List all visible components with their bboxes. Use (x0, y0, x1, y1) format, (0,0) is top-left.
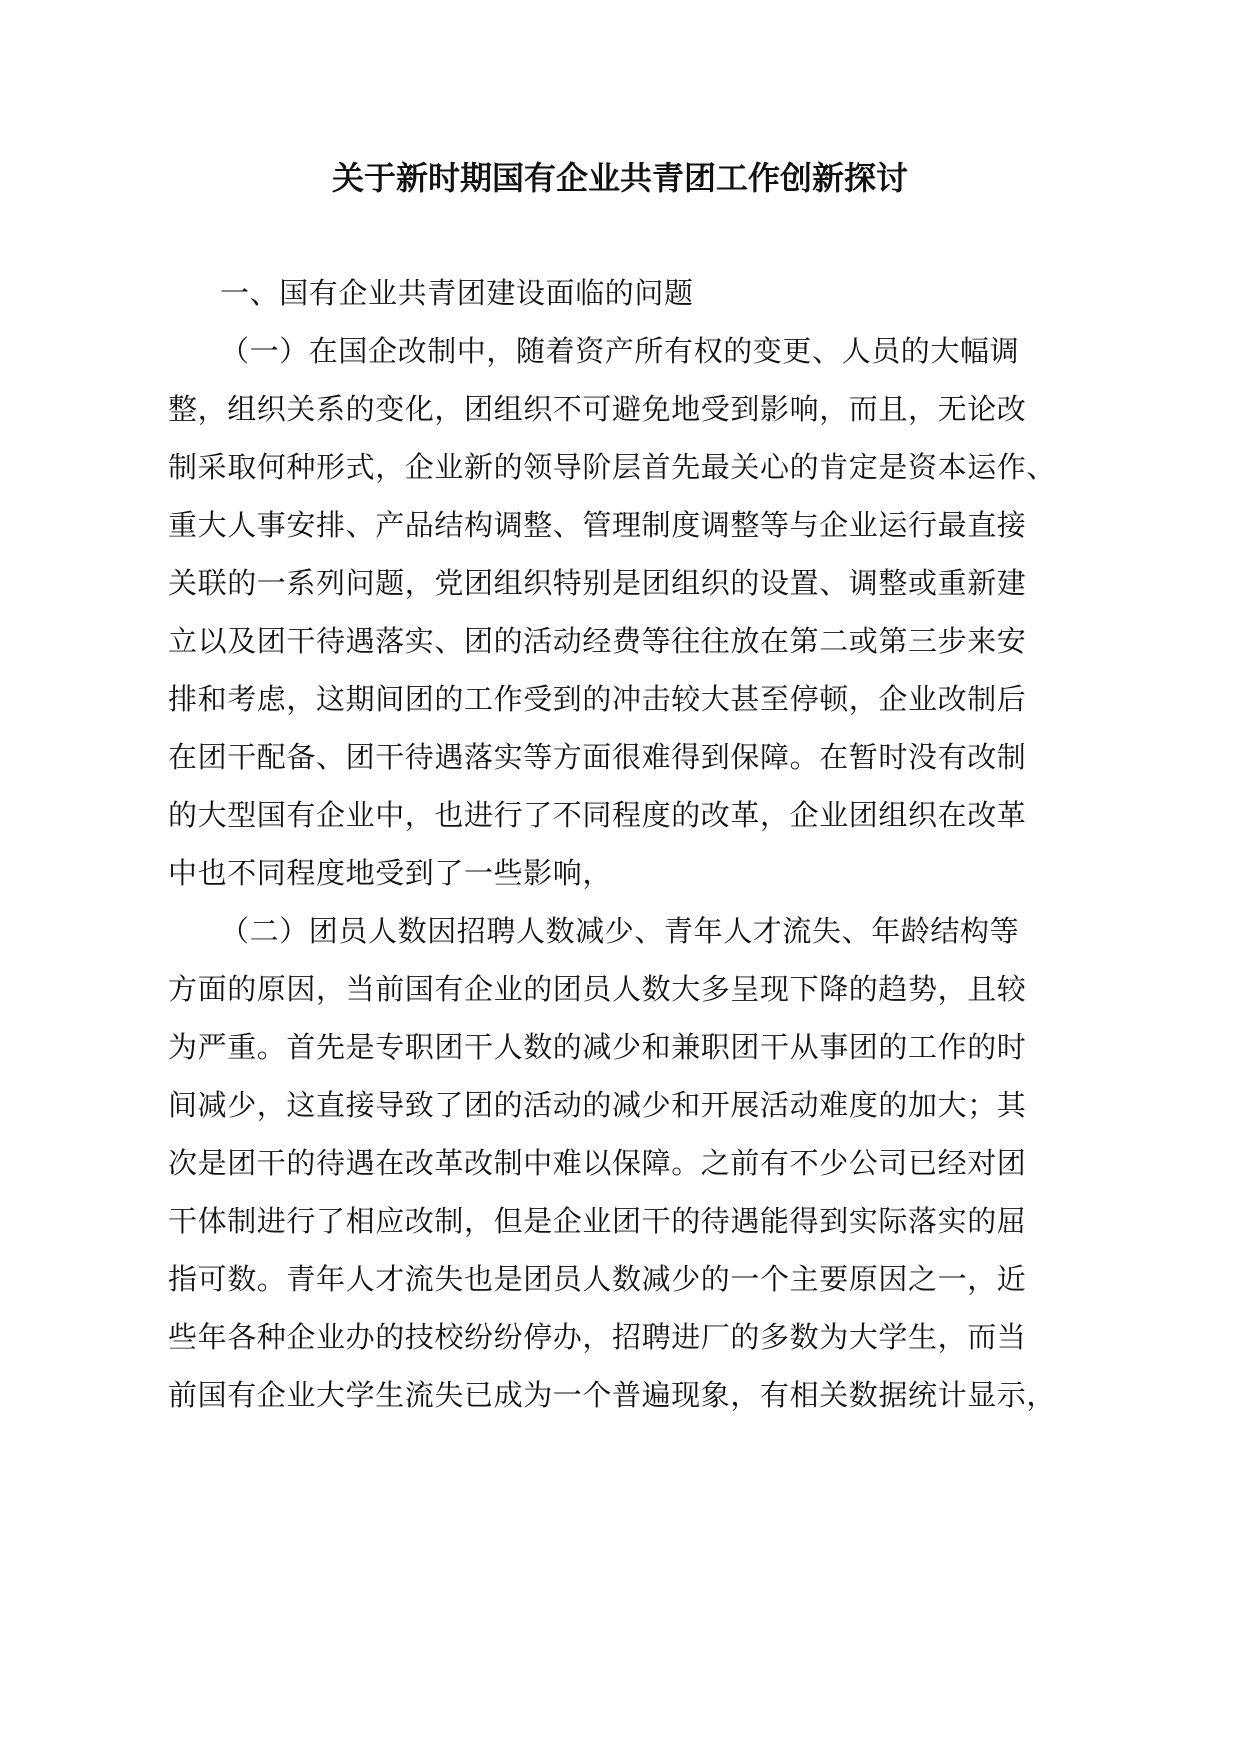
paragraph-line: 重大人事安排、产品结构调整、管理制度调整等与企业运行最直接 (168, 508, 1027, 542)
paragraph-line: 前国有企业大学生流失已成为一个普遍现象，有相关数据统计显示， (168, 1378, 1057, 1412)
paragraph-2 (168, 909, 1057, 1431)
section-heading: 一、国有企业共青团建设面临的问题 (220, 276, 694, 310)
paragraph-line: 在团干配备、团干待遇落实等方面很难得到保障。在暂时没有改制 (168, 740, 1027, 774)
paragraph-line: 关联的一系列问题，党团组织特别是团组织的设置、调整或重新建 (168, 566, 1027, 600)
paragraph-line: 次是团干的待遇在改革改制中难以保障。之前有不少公司已经对团 (168, 1146, 1027, 1180)
paragraph-line: 立以及团干待遇落实、团的活动经费等往往放在第二或第三步来安 (168, 624, 1027, 658)
document-body (168, 271, 1057, 1431)
paragraph-line: （一）在国企改制中，随着资产所有权的变更、人员的大幅调 (220, 334, 1020, 368)
paragraph-1 (168, 329, 1057, 909)
paragraph-line: 间减少，这直接导致了团的活动的减少和开展活动难度的加大；其 (168, 1088, 1027, 1122)
paragraph-line: 方面的原因，当前国有企业的团员人数大多呈现下降的趋势，且较 (168, 972, 1027, 1006)
paragraph-line: 制采取何种形式，企业新的领导阶层首先最关心的肯定是资本运作、 (168, 450, 1057, 484)
document-title: 关于新时期国有企业共青团工作创新探讨 (331, 159, 908, 197)
paragraph-line: 排和考虑，这期间团的工作受到的冲击较大甚至停顿，企业改制后 (168, 682, 1027, 716)
paragraph-line: 些年各种企业办的技校纷纷停办，招聘进厂的多数为大学生，而当 (168, 1320, 1027, 1354)
paragraph-line: 干体制进行了相应改制，但是企业团干的待遇能得到实际落实的屈 (168, 1204, 1027, 1238)
paragraph-line: 的大型国有企业中，也进行了不同程度的改革，企业团组织在改革 (168, 798, 1027, 832)
paragraph-line: 整，组织关系的变化，团组织不可避免地受到影响，而且，无论改 (168, 392, 1027, 426)
paragraph-line: 为严重。首先是专职团干人数的减少和兼职团干从事团的工作的时 (168, 1030, 1027, 1064)
paragraph-line: （二）团员人数因招聘人数减少、青年人才流失、年龄结构等 (220, 914, 1020, 948)
paragraph-line: 指可数。青年人才流失也是团员人数减少的一个主要原因之一，近 (168, 1262, 1027, 1296)
paragraph-line: 中也不同程度地受到了一些影响， (168, 856, 613, 890)
